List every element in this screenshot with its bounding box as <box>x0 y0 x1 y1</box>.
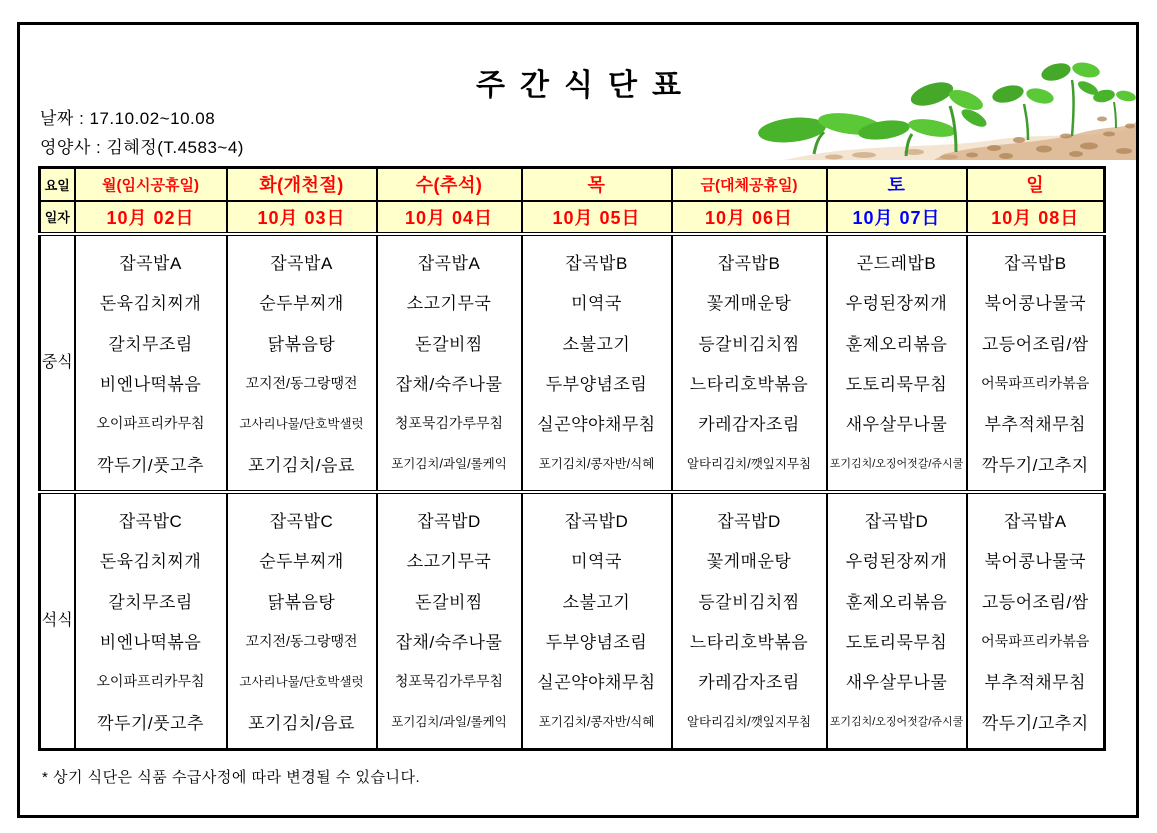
menu-item: 비엔나떡볶음 <box>99 375 202 395</box>
menu-item: 깍두기/고추지 <box>981 455 1089 475</box>
menu-item: 오이파프리카무침 <box>96 672 205 689</box>
day-header-cell: 화(개천절) <box>227 168 377 201</box>
menu-item: 잡채/숙주나물 <box>395 633 503 653</box>
day-header-row <box>40 168 1105 201</box>
menu-item: 고사리나물/단호박샐럿 <box>239 674 364 689</box>
menu-item: 청포묵김가루무침 <box>394 672 504 689</box>
menu-item: 두부양념조림 <box>545 375 648 395</box>
menu-item: 도토리묵무침 <box>845 633 948 653</box>
menu-item: 잡곡밥D <box>717 512 781 532</box>
menu-stack <box>378 494 521 748</box>
menu-item: 꼬지전/동그랑땡전 <box>245 632 358 649</box>
menu-item: 꽃게매운탕 <box>706 294 792 314</box>
menu-item: 우렁된장찌개 <box>845 552 948 572</box>
menu-item: 잡곡밥D <box>864 512 929 532</box>
menu-item: 소고기무국 <box>406 552 492 572</box>
menu-item: 고사리나물/단호박샐럿 <box>239 416 364 431</box>
menu-stack <box>968 236 1104 490</box>
lunch-menu-cell <box>75 234 227 492</box>
menu-item: 잡곡밥A <box>119 254 182 274</box>
menu-item: 소불고기 <box>562 334 631 354</box>
menu-item: 새우살무나물 <box>845 673 948 693</box>
lunch-menu-cell <box>377 234 522 492</box>
menu-item: 새우살무나물 <box>845 415 948 435</box>
menu-item: 소고기무국 <box>406 294 492 314</box>
menu-stack <box>828 494 966 748</box>
menu-item: 미역국 <box>571 294 622 314</box>
weekly-menu-table <box>38 166 1106 751</box>
menu-item: 잡채/숙주나물 <box>395 375 503 395</box>
menu-item: 포기김치/오징어젓갈/쥬시쿨 <box>829 716 964 729</box>
menu-item: 순두부찌개 <box>259 552 344 572</box>
menu-stack <box>228 494 376 748</box>
lunch-menu-cell <box>672 234 827 492</box>
day-header-cell: 금(대체공휴일) <box>672 168 827 201</box>
lunch-menu-cell <box>827 234 967 492</box>
meta-block <box>40 104 244 162</box>
page-title: 주간식단표 <box>476 69 696 102</box>
date-cell: 10月 04日 <box>377 201 522 234</box>
day-header-cell: 수(추석) <box>377 168 522 201</box>
menu-stack <box>673 494 826 748</box>
date-cell: 10月 06日 <box>672 201 827 234</box>
menu-item: 잡곡밥C <box>269 512 334 532</box>
menu-item: 어묵파프리카볶음 <box>981 632 1090 649</box>
menu-item: 포기김치/과일/롤케익 <box>391 457 507 472</box>
menu-stack <box>228 236 376 490</box>
date-cell: 10月 03日 <box>227 201 377 234</box>
menu-item: 고등어조림/쌈 <box>981 592 1089 612</box>
menu-item: 잡곡밥B <box>717 254 781 274</box>
menu-item: 등갈비김치찜 <box>698 334 800 354</box>
seedlings-icon <box>744 56 1136 160</box>
menu-item: 청포묵김가루무침 <box>394 414 504 431</box>
menu-stack <box>76 236 226 490</box>
dinner-menu-cell <box>75 492 227 750</box>
menu-item: 순두부찌개 <box>259 294 344 314</box>
menu-item: 포기김치/오징어젓갈/쥬시쿨 <box>829 458 964 471</box>
menu-item: 돈육김치찌개 <box>99 294 202 314</box>
menu-stack <box>76 494 226 748</box>
menu-item: 미역국 <box>571 552 622 572</box>
menu-item: 비엔나떡볶음 <box>99 633 202 653</box>
date-row <box>40 201 1105 234</box>
dinner-row <box>40 492 1105 750</box>
menu-item: 잡곡밥A <box>417 254 481 274</box>
menu-item: 오이파프리카무침 <box>96 414 205 431</box>
menu-item: 포기김치/음료 <box>248 455 355 475</box>
menu-stack <box>828 236 966 490</box>
menu-item: 포기김치/과일/롤케익 <box>391 715 507 730</box>
footnote: * 상기 식단은 식품 수급사정에 따라 변경될 수 있습니다. <box>42 769 421 786</box>
menu-item: 소불고기 <box>562 592 631 612</box>
dinner-menu-cell <box>227 492 377 750</box>
lunch-menu-cell <box>227 234 377 492</box>
menu-item: 잡곡밥A <box>270 254 333 274</box>
menu-item: 북어콩나물국 <box>984 552 1087 572</box>
menu-item: 느타리호박볶음 <box>689 375 809 395</box>
lunch-menu-cell <box>967 234 1105 492</box>
menu-item: 갈치무조림 <box>108 592 193 612</box>
menu-item: 어묵파프리카볶음 <box>981 374 1090 391</box>
menu-item: 돈육김치찌개 <box>99 552 202 572</box>
menu-item: 잡곡밥C <box>118 512 183 532</box>
menu-item: 실곤약야채무침 <box>537 415 656 435</box>
menu-item: 꽃게매운탕 <box>706 552 792 572</box>
menu-item: 부추적채무침 <box>984 673 1087 693</box>
day-header-cell: 일 <box>967 168 1105 201</box>
menu-item: 잡곡밥A <box>1003 512 1067 532</box>
menu-stack <box>673 236 826 490</box>
menu-item: 실곤약야채무침 <box>537 673 656 693</box>
menu-item: 포기김치/음료 <box>248 713 355 733</box>
day-header-cell: 토 <box>827 168 967 201</box>
dinner-menu-cell <box>967 492 1105 750</box>
menu-item: 포기김치/콩자반/식혜 <box>538 457 655 472</box>
corner-label-day: 요일 <box>40 168 75 201</box>
menu-item: 카레감자조림 <box>698 673 800 693</box>
corner-label-date: 일자 <box>40 201 75 234</box>
date-cell: 10月 05日 <box>522 201 672 234</box>
menu-item: 알타리김치/깻잎지무침 <box>686 715 812 730</box>
menu-item: 도토리묵무침 <box>845 375 948 395</box>
menu-item: 깍두기/고추지 <box>981 713 1089 733</box>
day-header-cell: 월(임시공휴일) <box>75 168 227 201</box>
menu-item: 돈갈비찜 <box>415 592 483 612</box>
menu-item: 훈제오리볶음 <box>845 334 948 354</box>
nutritionist-line: 영양사 : 김혜정(T.4583~4) <box>40 138 244 157</box>
lunch-row <box>40 234 1105 492</box>
menu-item: 닭볶음탕 <box>267 334 336 354</box>
menu-item: 갈치무조림 <box>108 334 193 354</box>
date-cell: 10月 08日 <box>967 201 1105 234</box>
menu-item: 꼬지전/동그랑땡전 <box>245 374 358 391</box>
menu-item: 돈갈비찜 <box>415 334 483 354</box>
menu-item: 훈제오리볶음 <box>845 592 948 612</box>
menu-item: 알타리김치/깻잎지무침 <box>686 457 812 472</box>
menu-item: 우렁된장찌개 <box>845 294 948 314</box>
menu-item: 잡곡밥D <box>564 512 629 532</box>
menu-item: 두부양념조림 <box>545 633 648 653</box>
date-cell: 10月 07日 <box>827 201 967 234</box>
dinner-menu-cell <box>522 492 672 750</box>
menu-item: 느타리호박볶음 <box>689 633 809 653</box>
date-range-line: 날짜 : 17.10.02~10.08 <box>40 109 216 128</box>
menu-item: 깍두기/풋고추 <box>97 713 204 733</box>
menu-stack <box>968 494 1104 748</box>
menu-item: 북어콩나물국 <box>984 294 1087 314</box>
menu-item: 잡곡밥D <box>417 512 481 532</box>
menu-item: 닭볶음탕 <box>267 592 336 612</box>
menu-item: 잡곡밥B <box>565 254 628 274</box>
menu-item: 카레감자조림 <box>698 415 800 435</box>
menu-stack <box>523 236 671 490</box>
menu-stack <box>378 236 521 490</box>
menu-item: 고등어조림/쌈 <box>981 334 1089 354</box>
menu-item: 잡곡밥B <box>1003 254 1067 274</box>
lunch-menu-cell <box>522 234 672 492</box>
lunch-label: 중식 <box>40 234 75 492</box>
dinner-label: 석식 <box>40 492 75 750</box>
menu-item: 곤드레밥B <box>856 254 937 274</box>
date-cell: 10月 02日 <box>75 201 227 234</box>
dinner-menu-cell <box>672 492 827 750</box>
menu-item: 등갈비김치찜 <box>698 592 800 612</box>
menu-stack <box>523 494 671 748</box>
dinner-menu-cell <box>827 492 967 750</box>
menu-item: 깍두기/풋고추 <box>97 455 204 475</box>
menu-item: 부추적채무침 <box>984 415 1087 435</box>
day-header-cell: 목 <box>522 168 672 201</box>
dinner-menu-cell <box>377 492 522 750</box>
menu-item: 포기김치/콩자반/식혜 <box>538 715 655 730</box>
